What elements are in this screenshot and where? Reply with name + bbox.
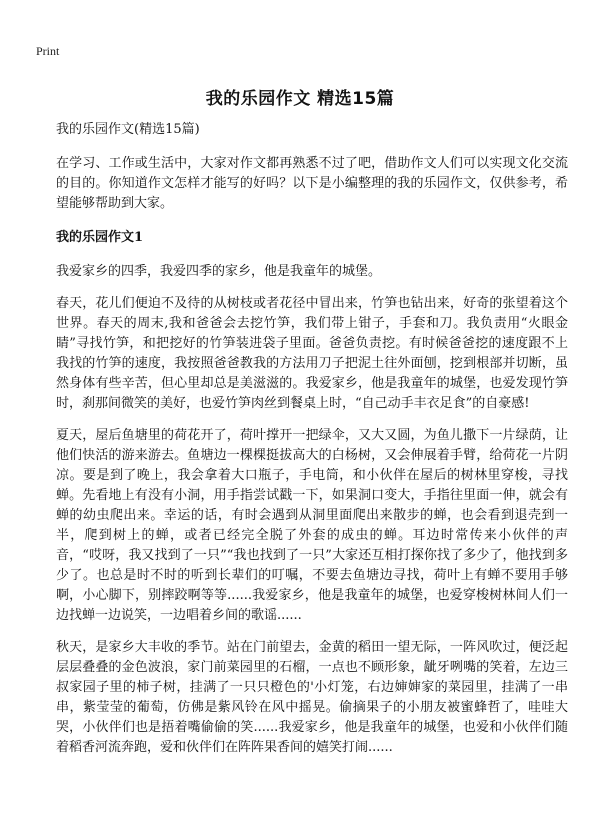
intro-paragraph: 在学习、工作或生活中，大家对作文都再熟悉不过了吧，借助作文人们可以实现文化交流的目的。你知道作文怎样才能写的好吗？以下是小编整理的我的乐园作文，仅供参考，希望能够帮助到大家。 [56, 156, 568, 211]
paragraph-3: 夏天，屋后鱼塘里的荷花开了，荷叶撑开一把绿伞，又大又圆，为鱼儿撒下一片绿荫，让他们快活的游来游去。鱼塘边一棵棵挺拔高大的白杨树，又会伸展着手臂，给荷花一片阴凉。要是到了晚上，我会拿着大口瓶子，手电筒，和小伙伴在屋后的树林里穿梭，寻找蝉。先看地上有没有小洞，用手指尝试戳一下，如果洞口变大，手指往里面一伸，就会有蝉的幼虫爬出来。幸运的话，有时会遇到从洞里面爬出来散步的蝉，也会看到退壳到一半，爬到树上的蝉，或者已经完全脱了外套的成虫的蝉。耳边时常传来小伙伴的声音，“哎呀，我又找到了一只”“我也找到了一只”大家还互相打探你找了多少了，他找到多少了。也总是时不时的听到长辈们的叮嘱，不要去鱼塘边寻找，荷叶上有蝉不要用手够啊，小心脚下，别摔跤啊等等......我爱家乡，他是我童年的城堡，也爱穿梭树林间人们一边找蝉一边说笑，一边唱着乡间的歌谣...... [56, 428, 568, 623]
print-link[interactable]: Print [36, 44, 60, 58]
page-title: 我的乐园作文 精选15篇 [205, 89, 395, 109]
paragraph-2: 春天，花儿们便迫不及待的从树枝或者花径中冒出来，竹笋也钻出来，好奇的张望着这个世界。春天的周末,我和爸爸会去挖竹笋，我们带上钳子，手套和刀。我负责用“火眼金睛”寻找竹笋，和把挖好的竹笋装进袋子里面。爸爸负责挖。有时候爸爸挖的速度跟不上我找的竹笋的速度，我按照爸爸教我的方法用刀子把泥土往外面刨，挖到根部并切断，虽然身体有些辛苦，但心里却总是美滋滋的。我爱家乡，他是我童年的城堡，也爱发现竹笋时，刹那间微笑的美好，也爱竹笋肉丝到餐桌上时，“自己动手丰衣足食”的自豪感! [56, 296, 568, 411]
paragraph-4: 秋天，是家乡大丰收的季节。站在门前望去，金黄的稻田一望无际，一阵风吹过，便泛起层层叠叠的金色波浪，家门前菜园里的石榴，一点也不顾形象，龇牙咧嘴的笑着，左边三叔家园子里的柿子树，挂满了一只只橙色的'小灯笼，右边婶婶家的菜园里，挂满了一串串，紫莹莹的葡萄，仿佛是紫风铃在风中摇晃。偷摘果子的小朋友被蜜蜂哲了，哇哇大哭，小伙伴们也是捂着嘴偷偷的笑......我爱家乡，他是我童年的城堡，也爱和小伙伴们随着稻香河流奔跑，爱和伙伴们在阵阵果香间的嬉笑打闹...... [56, 640, 568, 755]
paragraph-1: 我爱家乡的四季，我爱四季的家乡，他是我童年的城堡。 [56, 264, 382, 279]
article-subtitle: 我的乐园作文(精选15篇) [56, 122, 200, 137]
section-heading: 我的乐园作文1 [56, 230, 144, 245]
article-body [56, 120, 568, 770]
